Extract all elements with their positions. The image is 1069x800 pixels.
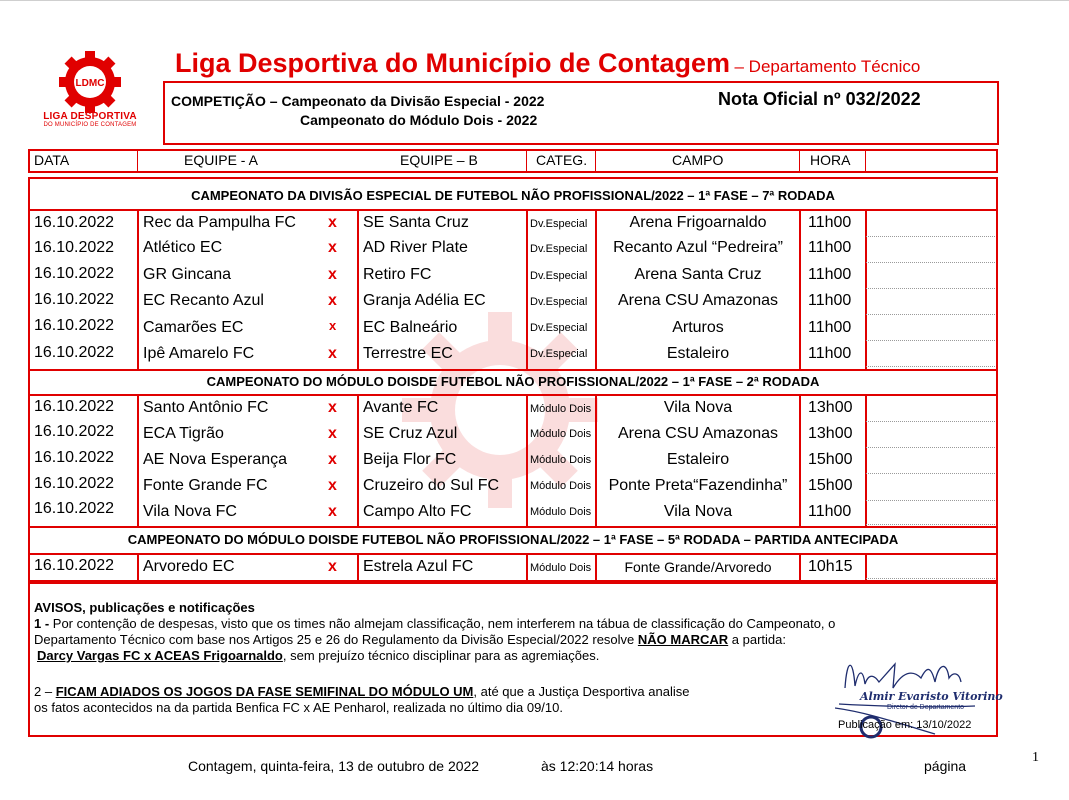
notice-1-emphasis: NÃO MARCAR <box>637 632 729 647</box>
column-divider <box>137 211 139 369</box>
column-divider <box>357 211 359 369</box>
match-team-a: Arvoredo EC <box>143 558 235 575</box>
column-divider <box>799 555 801 580</box>
notice-1-line-1 <box>34 616 835 632</box>
versus-mark: x <box>328 399 337 416</box>
section-title: CAMPEONATO DA DIVISÃO ESPECIAL DE FUTEBOL NÃO PROFISSIONAL/2022 – 1ª FASE – 7ª RODADA <box>191 188 835 203</box>
row-divider <box>29 394 997 396</box>
column-divider <box>865 396 867 526</box>
notice-1-match: Darcy Vargas FC x ACEAS Frigoarnaldo <box>37 648 283 663</box>
row-divider <box>29 209 997 211</box>
match-category: Dv.Especial <box>530 270 588 282</box>
match-field: Fonte Grande/Arvoredo <box>624 559 772 575</box>
match-team-a: Vila Nova FC <box>143 503 237 520</box>
match-date: 16.10.2022 <box>34 500 115 517</box>
match-time: 11h00 <box>808 292 852 309</box>
header-divider <box>865 150 866 172</box>
column-divider <box>137 396 139 526</box>
match-team-b: Beija Flor FC <box>363 451 457 468</box>
notice-1-number: 1 - <box>34 616 50 631</box>
match-time: 15h00 <box>808 451 853 468</box>
match-team-b: Estrela Azul FC <box>363 558 474 575</box>
match-team-a: Fonte Grande FC <box>143 477 268 494</box>
row-divider <box>29 553 997 555</box>
notice-2-text: , até que a Justiça Desportiva analise <box>473 684 690 699</box>
match-category: Módulo Dois <box>530 506 592 518</box>
column-divider <box>799 211 801 369</box>
notice-2-line-1 <box>34 684 689 700</box>
section-title: CAMPEONATO DO MÓDULO DOISDE FUTEBOL NÃO PROFISSIONAL/2022 – 1ª FASE – 5ª RODADA – PARTIDA ANTECIPADA <box>127 532 899 547</box>
row-divider <box>29 369 997 371</box>
match-date: 16.10.2022 <box>34 557 115 574</box>
publication-date: Publicação em: 13/10/2022 <box>838 719 972 731</box>
page-top-rule <box>0 0 1069 1</box>
match-category: Dv.Especial <box>530 322 588 334</box>
footer-time: às 12:20:14 horas <box>541 758 654 774</box>
competition-line-1: COMPETIÇÃO – Campeonato da Divisão Especial - 2022 <box>171 93 545 109</box>
match-field: Arena CSU Amazonas <box>617 292 779 309</box>
column-divider <box>865 555 867 580</box>
match-team-a: GR Gincana <box>143 266 232 283</box>
match-category: Módulo Dois <box>530 454 592 466</box>
match-time: 13h00 <box>808 399 853 416</box>
row-dotted-line <box>866 578 995 579</box>
match-field: Recanto Azul “Pedreira” <box>613 239 783 256</box>
column-header-team-a: EQUIPE - A <box>184 152 258 168</box>
section-title: CAMPEONATO DO MÓDULO DOISDE FUTEBOL NÃO PROFISSIONAL/2022 – 1ª FASE – 2ª RODADA <box>206 374 820 389</box>
match-team-b: Avante FC <box>363 399 439 416</box>
match-team-b: EC Balneário <box>363 319 458 336</box>
match-team-a: Ipê Amarelo FC <box>143 345 255 362</box>
match-team-b: Cruzeiro do Sul FC <box>363 477 500 494</box>
header-divider <box>799 150 800 172</box>
competition-line-2: Campeonato do Módulo Dois - 2022 <box>300 112 538 128</box>
column-divider <box>357 396 359 526</box>
match-team-b: Retiro FC <box>363 266 432 283</box>
match-field: Arena Frigoarnaldo <box>629 214 767 231</box>
match-date: 16.10.2022 <box>34 214 115 231</box>
match-category: Dv.Especial <box>530 243 588 255</box>
match-category: Módulo Dois <box>530 403 592 415</box>
row-dotted-line <box>866 288 995 289</box>
match-time: 11h00 <box>808 239 852 256</box>
notice-1-text: a partida: <box>728 632 786 647</box>
page-number: 1 <box>1032 750 1039 765</box>
column-divider <box>526 396 528 526</box>
match-date: 16.10.2022 <box>34 449 115 466</box>
versus-mark: x <box>328 451 337 468</box>
match-team-b: SE Santa Cruz <box>363 214 469 231</box>
row-dotted-line <box>866 421 995 422</box>
notice-2-emphasis: FICAM ADIADOS OS JOGOS DA FASE SEMIFINAL DO MÓDULO UM <box>55 684 474 699</box>
versus-mark: x <box>328 266 337 283</box>
match-category: Módulo Dois <box>530 428 592 440</box>
header-divider <box>526 150 527 172</box>
row-dotted-line <box>866 262 995 263</box>
match-time: 11h00 <box>808 266 852 283</box>
match-field: Vila Nova <box>663 503 733 520</box>
match-date: 16.10.2022 <box>34 475 115 492</box>
row-dotted-line <box>866 340 995 341</box>
match-time: 15h00 <box>808 477 853 494</box>
row-dotted-line <box>866 447 995 448</box>
match-field: Arturos <box>672 319 724 336</box>
footer-place-date: Contagem, quinta-feira, 13 de outubro de 2022 <box>188 758 480 774</box>
row-dotted-line <box>866 524 995 525</box>
column-header-time: HORA <box>810 152 851 168</box>
row-divider <box>29 526 997 528</box>
row-dotted-line <box>866 236 995 237</box>
match-team-a: ECA Tigrão <box>143 425 224 442</box>
notice-2-line-2: os fatos acontecidos na da partida Benfica FC x AE Penharol, realizada no último dia 09/10. <box>34 700 563 715</box>
column-header-field: CAMPO <box>672 152 724 168</box>
match-category: Dv.Especial <box>530 296 588 308</box>
match-time: 11h00 <box>808 345 852 362</box>
page-title <box>175 48 920 79</box>
match-team-a: Rec da Pampulha FC <box>143 214 296 231</box>
match-team-b: Terrestre EC <box>363 345 453 362</box>
versus-mark: x <box>328 558 337 575</box>
versus-mark: x <box>329 318 337 333</box>
match-team-a: Camarões EC <box>143 319 244 336</box>
match-field: Vila Nova <box>663 399 733 416</box>
row-dotted-line <box>866 473 995 474</box>
match-field: Arena Santa Cruz <box>634 266 762 283</box>
match-date: 16.10.2022 <box>34 291 115 308</box>
notices-heading-rest: , publicações e notificações <box>82 600 255 615</box>
column-divider <box>526 211 528 369</box>
column-divider <box>799 396 801 526</box>
logo-caption: LIGA DESPORTIVA <box>43 111 137 122</box>
versus-mark: x <box>328 477 337 494</box>
notices-heading-bold: AVISOS <box>34 600 83 615</box>
official-note-number: Nota Oficial nº 032/2022 <box>718 89 921 109</box>
match-category: Dv.Especial <box>530 218 588 230</box>
notice-1-text: Por contenção de despesas, visto que os times não almejam classificação, nem interferem na tábua de classificação do Campeonato, o <box>49 616 836 631</box>
versus-mark: x <box>328 503 337 520</box>
notice-1-line-3 <box>37 648 599 664</box>
column-header-row <box>28 149 998 173</box>
match-time: 13h00 <box>808 425 853 442</box>
match-team-a: Santo Antônio FC <box>143 399 269 416</box>
logo-subcaption: DO MUNICÍPIO DE CONTAGEM <box>43 122 137 128</box>
notice-1-text: , sem prejuízo técnico disciplinar para as agremiações. <box>282 648 600 663</box>
match-team-b: AD River Plate <box>363 239 468 256</box>
versus-mark: x <box>328 425 337 442</box>
column-divider <box>865 211 867 369</box>
versus-mark: x <box>328 292 337 309</box>
match-field: Ponte Preta“Fazendinha” <box>608 477 788 494</box>
match-team-a: AE Nova Esperança <box>143 451 288 468</box>
match-time: 11h00 <box>808 503 852 520</box>
match-time: 11h00 <box>808 214 852 231</box>
header-divider <box>137 150 138 172</box>
row-dotted-line <box>866 366 995 367</box>
column-divider <box>357 555 359 580</box>
match-category: Módulo Dois <box>530 562 592 574</box>
match-team-a: Atlético EC <box>143 239 223 256</box>
notice-1-text: Departamento Técnico com base nos Artigos 25 e 26 do Regulamento da Divisão Especial/2022 resolve <box>34 632 638 647</box>
match-team-b: Granja Adélia EC <box>363 292 486 309</box>
match-field: Estaleiro <box>666 345 730 362</box>
match-date: 16.10.2022 <box>34 423 115 440</box>
league-name: Liga Desportiva do Município de Contagem <box>175 48 731 78</box>
match-field: Arena CSU Amazonas <box>617 425 779 442</box>
notices-heading <box>34 600 255 616</box>
notice-2-number: 2 – <box>34 684 56 699</box>
column-header-date: DATA <box>34 152 70 168</box>
match-date: 16.10.2022 <box>34 239 115 256</box>
match-date: 16.10.2022 <box>34 398 115 415</box>
department-name: – Departamento Técnico <box>734 57 921 76</box>
match-time: 10h15 <box>808 558 853 575</box>
column-divider <box>137 555 139 580</box>
logo-acronym: LDMC <box>75 78 105 89</box>
match-category: Dv.Especial <box>530 348 588 360</box>
match-date: 16.10.2022 <box>34 265 115 282</box>
match-date: 16.10.2022 <box>34 317 115 334</box>
signer-role: Diretor de Departamento <box>887 704 965 711</box>
match-team-a: EC Recanto Azul <box>143 292 264 309</box>
row-dotted-line <box>866 314 995 315</box>
column-divider <box>526 555 528 580</box>
footer-page-label: página <box>924 758 967 774</box>
header-divider <box>595 150 596 172</box>
column-header-category: CATEG. <box>536 152 588 168</box>
match-date: 16.10.2022 <box>34 344 115 361</box>
match-time: 11h00 <box>808 319 852 336</box>
match-team-b: SE Cruz Azul <box>363 425 458 442</box>
notice-1-line-2 <box>34 632 786 648</box>
signer-name: Almir Evaristo Vitorino <box>860 690 1003 703</box>
versus-mark: x <box>328 345 337 362</box>
match-team-b: Campo Alto FC <box>363 503 472 520</box>
match-category: Módulo Dois <box>530 480 592 492</box>
match-field: Estaleiro <box>666 451 730 468</box>
versus-mark: x <box>328 239 337 256</box>
versus-mark: x <box>328 214 337 231</box>
row-dotted-line <box>866 500 995 501</box>
column-header-team-b: EQUIPE – B <box>400 152 478 168</box>
